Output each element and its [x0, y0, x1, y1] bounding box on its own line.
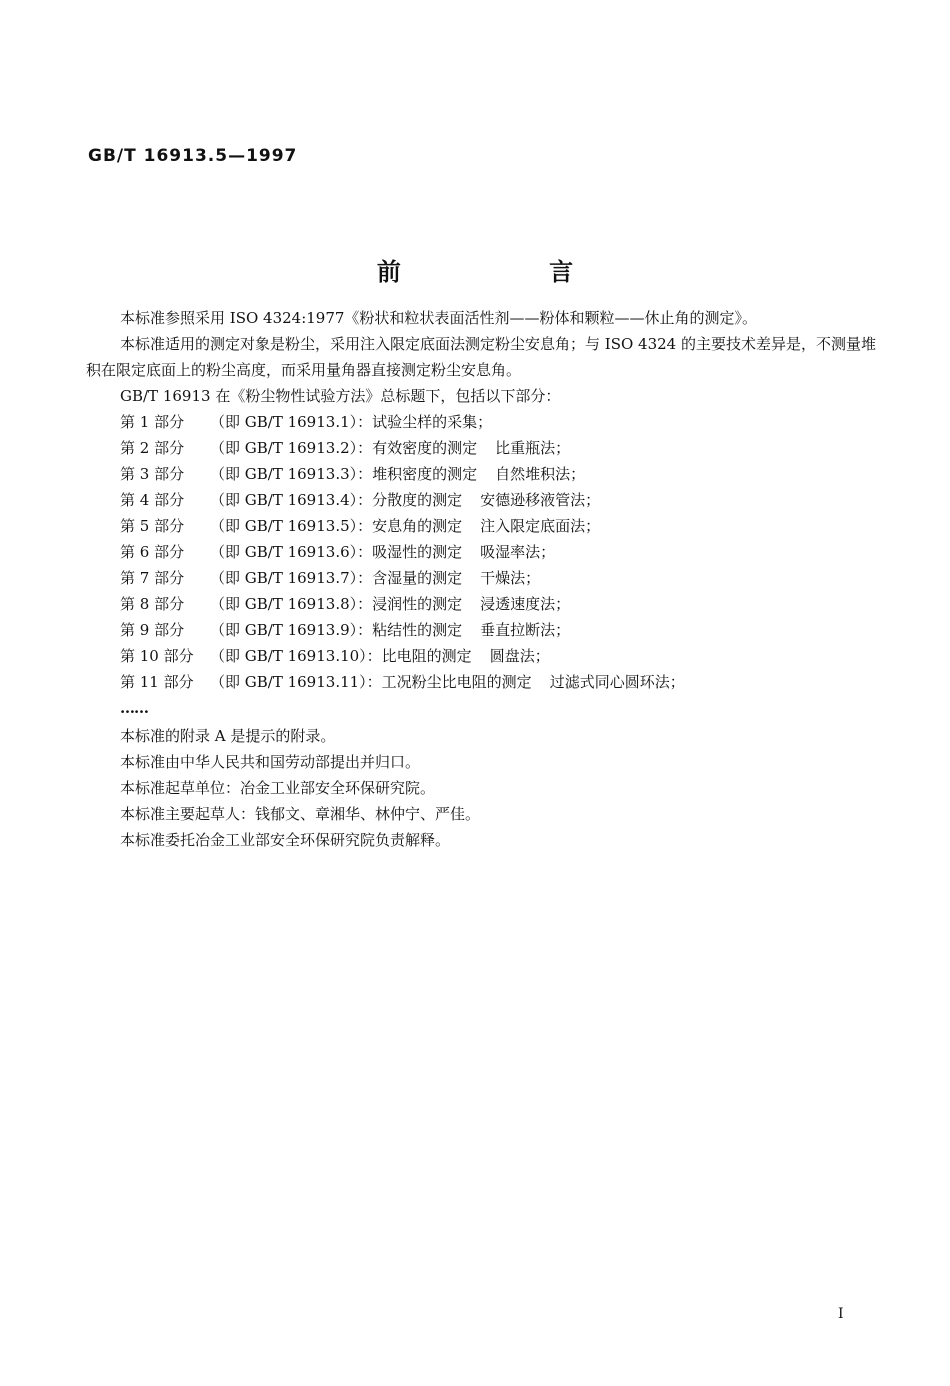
page-title: 前 言 — [376, 257, 644, 286]
part-method: 安德逊移液管法； — [480, 491, 601, 509]
part-number: 第 9 部分 — [120, 621, 185, 639]
part-number: 第 1 部分 — [120, 413, 185, 431]
part-number: 第 5 部分 — [120, 517, 185, 535]
part-method: 自然堆积法； — [495, 465, 586, 483]
list-item — [86, 669, 876, 695]
document-body — [86, 305, 876, 853]
part-number: 第 4 部分 — [120, 491, 185, 509]
part-method: 浸透速度法； — [480, 595, 571, 613]
part-reference: （即 GB/T 16913.5）：安息角的测定 — [210, 517, 463, 535]
part-reference: （即 GB/T 16913.8）：浸润性的测定 — [210, 595, 463, 613]
part-reference: （即 GB/T 16913.11）：工况粉尘比电阻的测定 — [210, 673, 532, 691]
list-item — [86, 591, 876, 617]
appendix-note: 本标准的附录 A 是提示的附录。 — [120, 727, 336, 745]
drafters-note: 本标准主要起草人：钱郁文、章湘华、林仲宁、严佳。 — [120, 805, 481, 823]
standard-code: GB/T 16913.5—1997 — [88, 146, 298, 166]
part-method: 吸湿率法； — [480, 543, 556, 561]
list-item — [86, 487, 876, 513]
list-item — [86, 539, 876, 565]
part-number: 第 11 部分 — [120, 673, 194, 691]
part-reference: （即 GB/T 16913.7）：含湿量的测定 — [210, 569, 463, 587]
part-method: 注入限定底面法； — [480, 517, 601, 535]
part-method: 比重瓶法； — [495, 439, 571, 457]
part-reference: （即 GB/T 16913.9）：粘结性的测定 — [210, 621, 463, 639]
part-reference: （即 GB/T 16913.10）：比电阻的测定 — [210, 647, 472, 665]
intro-paragraph-2: 本标准适用的测定对象是粉尘，采用注入限定底面法测定粉尘安息角；与 ISO 4324 的主要技术差异是，不测量堆积在限定底面上的粉尘高度，而采用量角器直接测定粉尘安息角。 — [86, 335, 876, 379]
part-reference: （即 GB/T 16913.6）：吸湿性的测定 — [210, 543, 463, 561]
part-number: 第 3 部分 — [120, 465, 185, 483]
intro-paragraph-1: 本标准参照采用 ISO 4324:1977《粉状和粒状表面活性剂——粉体和颗粒——休止角的测定》。 — [120, 309, 757, 327]
list-item — [86, 461, 876, 487]
part-number: 第 10 部分 — [120, 647, 194, 665]
drafting-unit-note: 本标准起草单位：冶金工业部安全环保研究院。 — [120, 779, 436, 797]
list-item — [86, 643, 876, 669]
part-method: 垂直拉断法； — [480, 621, 571, 639]
page-number: I — [838, 1306, 844, 1322]
part-reference: （即 GB/T 16913.1）：试验尘样的采集； — [210, 413, 493, 431]
part-method: 干燥法； — [480, 569, 541, 587]
intro-paragraph-3: GB/T 16913 在《粉尘物性试验方法》总标题下，包括以下部分： — [120, 387, 561, 405]
parts-list — [86, 409, 876, 695]
part-number: 第 6 部分 — [120, 543, 185, 561]
part-number: 第 2 部分 — [120, 439, 185, 457]
list-item — [86, 435, 876, 461]
interpretation-note: 本标准委托冶金工业部安全环保研究院负责解释。 — [120, 831, 451, 849]
part-number: 第 8 部分 — [120, 595, 185, 613]
part-reference: （即 GB/T 16913.4）：分散度的测定 — [210, 491, 463, 509]
list-item — [86, 513, 876, 539]
list-item — [86, 565, 876, 591]
list-continuation: …… — [120, 699, 148, 717]
proposer-note: 本标准由中华人民共和国劳动部提出并归口。 — [120, 753, 421, 771]
part-number: 第 7 部分 — [120, 569, 185, 587]
part-reference: （即 GB/T 16913.3）：堆积密度的测定 — [210, 465, 478, 483]
part-method: 圆盘法； — [489, 647, 550, 665]
part-method: 过滤式同心圆环法； — [549, 673, 685, 691]
list-item — [86, 409, 876, 435]
list-item — [86, 617, 876, 643]
part-reference: （即 GB/T 16913.2）：有效密度的测定 — [210, 439, 478, 457]
